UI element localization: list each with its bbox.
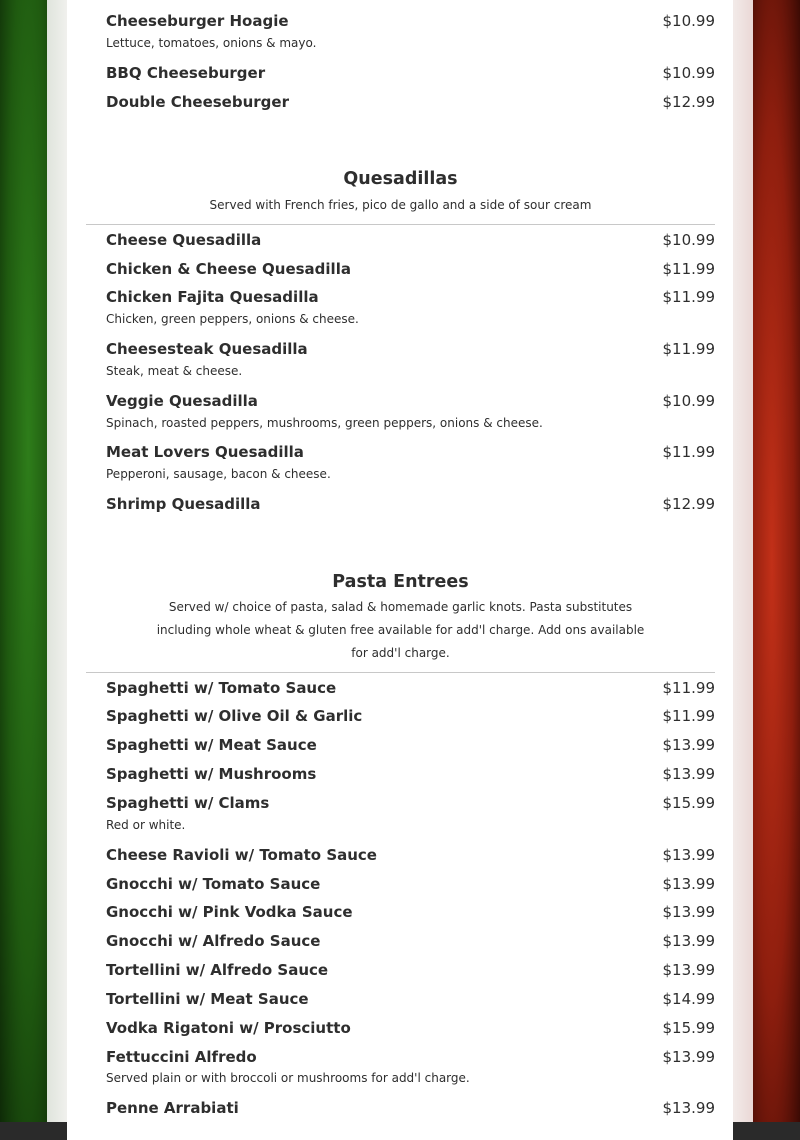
- item-description: Red or white.: [106, 818, 186, 832]
- item-price: $12.99: [662, 495, 715, 513]
- item-name: Spaghetti w/ Tomato Sauce: [106, 679, 337, 697]
- item-price: $13.99: [662, 1048, 715, 1066]
- item-name: Cheese Ravioli w/ Tomato Sauce: [106, 846, 377, 864]
- menu-item: [106, 260, 715, 278]
- section-title-pasta: Pasta Entrees: [332, 572, 469, 592]
- menu-item: [106, 12, 715, 50]
- menu-item: [106, 231, 715, 249]
- section-divider: [86, 672, 715, 673]
- item-price: $13.99: [662, 875, 715, 893]
- item-name: Cheese Quesadilla: [106, 231, 262, 249]
- subtitle-line: for add'l charge.: [351, 646, 450, 660]
- item-name: Vodka Rigatoni w/ Prosciutto: [106, 1019, 351, 1037]
- item-name: Double Cheeseburger: [106, 93, 289, 111]
- item-price: $10.99: [662, 392, 715, 410]
- section-subtitle-pasta: [86, 596, 715, 665]
- background-green-band: [0, 0, 47, 1122]
- item-description: Spinach, roasted peppers, mushrooms, green peppers, onions & cheese.: [106, 416, 543, 430]
- menu-item: [106, 93, 715, 111]
- menu-item: [106, 1099, 715, 1117]
- item-price: $11.99: [662, 707, 715, 725]
- item-description: Pepperoni, sausage, bacon & cheese.: [106, 467, 331, 481]
- menu-item: [106, 903, 715, 921]
- item-price: $12.99: [662, 93, 715, 111]
- menu-item: [106, 990, 715, 1008]
- menu-item: [106, 961, 715, 979]
- item-name: Gnocchi w/ Alfredo Sauce: [106, 932, 321, 950]
- item-name: BBQ Cheeseburger: [106, 64, 266, 82]
- item-price: $13.99: [662, 765, 715, 783]
- background-red-band: [753, 0, 800, 1122]
- item-name: Spaghetti w/ Mushrooms: [106, 765, 317, 783]
- item-name: Gnocchi w/ Tomato Sauce: [106, 875, 321, 893]
- item-name: Penne Arrabiati: [106, 1099, 239, 1117]
- item-name: Veggie Quesadilla: [106, 392, 258, 410]
- item-name: Meat Lovers Quesadilla: [106, 443, 304, 461]
- item-description: Chicken, green peppers, onions & cheese.: [106, 312, 359, 326]
- item-price: $10.99: [662, 231, 715, 249]
- menu-item: [106, 64, 715, 82]
- item-price: $11.99: [662, 679, 715, 697]
- item-name: Cheeseburger Hoagie: [106, 12, 289, 30]
- menu-item: [106, 288, 715, 326]
- item-price: $11.99: [662, 340, 715, 358]
- subtitle-line: including whole wheat & gluten free available for add'l charge. Add ons available: [156, 623, 645, 637]
- menu-item: [106, 736, 715, 754]
- item-price: $15.99: [662, 1019, 715, 1037]
- item-name: Spaghetti w/ Meat Sauce: [106, 736, 317, 754]
- menu-item: [106, 765, 715, 783]
- item-name: Spaghetti w/ Clams: [106, 794, 270, 812]
- item-name: Spaghetti w/ Olive Oil & Garlic: [106, 707, 363, 725]
- item-price: $10.99: [662, 12, 715, 30]
- menu-item: [106, 846, 715, 864]
- item-name: Shrimp Quesadilla: [106, 495, 261, 513]
- menu-item: [106, 707, 715, 725]
- menu-item: [106, 794, 715, 832]
- item-name: Gnocchi w/ Pink Vodka Sauce: [106, 903, 353, 921]
- item-price: $13.99: [662, 736, 715, 754]
- section-divider: [86, 224, 715, 225]
- item-name: Tortellini w/ Alfredo Sauce: [106, 961, 329, 979]
- item-price: $11.99: [662, 260, 715, 278]
- section-subtitle-quesadillas: Served with French fries, pico de gallo and a side of sour cream: [209, 198, 592, 212]
- item-description: Steak, meat & cheese.: [106, 364, 243, 378]
- item-name: Fettuccini Alfredo: [106, 1048, 257, 1066]
- item-price: $15.99: [662, 794, 715, 812]
- menu-item: [106, 1048, 715, 1085]
- item-price: $13.99: [662, 846, 715, 864]
- menu-item: [106, 392, 715, 430]
- menu-item: [106, 932, 715, 950]
- section-title-quesadillas: Quesadillas: [343, 169, 458, 189]
- item-name: Tortellini w/ Meat Sauce: [106, 990, 309, 1008]
- item-name: Chicken & Cheese Quesadilla: [106, 260, 351, 278]
- item-name: Chicken Fajita Quesadilla: [106, 288, 319, 306]
- item-price: $14.99: [662, 990, 715, 1008]
- item-price: $13.99: [662, 903, 715, 921]
- subtitle-line: Served w/ choice of pasta, salad & homemade garlic knots. Pasta substitutes: [168, 600, 633, 614]
- item-name: Cheesesteak Quesadilla: [106, 340, 308, 358]
- item-price: $10.99: [662, 64, 715, 82]
- item-price: $13.99: [662, 1099, 715, 1117]
- item-description: Lettuce, tomatoes, onions & mayo.: [106, 36, 317, 50]
- menu-item: [106, 679, 715, 697]
- menu-item: [106, 1019, 715, 1037]
- item-price: $13.99: [662, 932, 715, 950]
- menu-item: [106, 875, 715, 893]
- item-description: Served plain or with broccoli or mushrooms for add'l charge.: [106, 1071, 470, 1085]
- item-price: $13.99: [662, 961, 715, 979]
- menu-item: [106, 495, 715, 513]
- menu-item: [106, 340, 715, 378]
- item-price: $11.99: [662, 443, 715, 461]
- menu-item: [106, 443, 715, 481]
- item-price: $11.99: [662, 288, 715, 306]
